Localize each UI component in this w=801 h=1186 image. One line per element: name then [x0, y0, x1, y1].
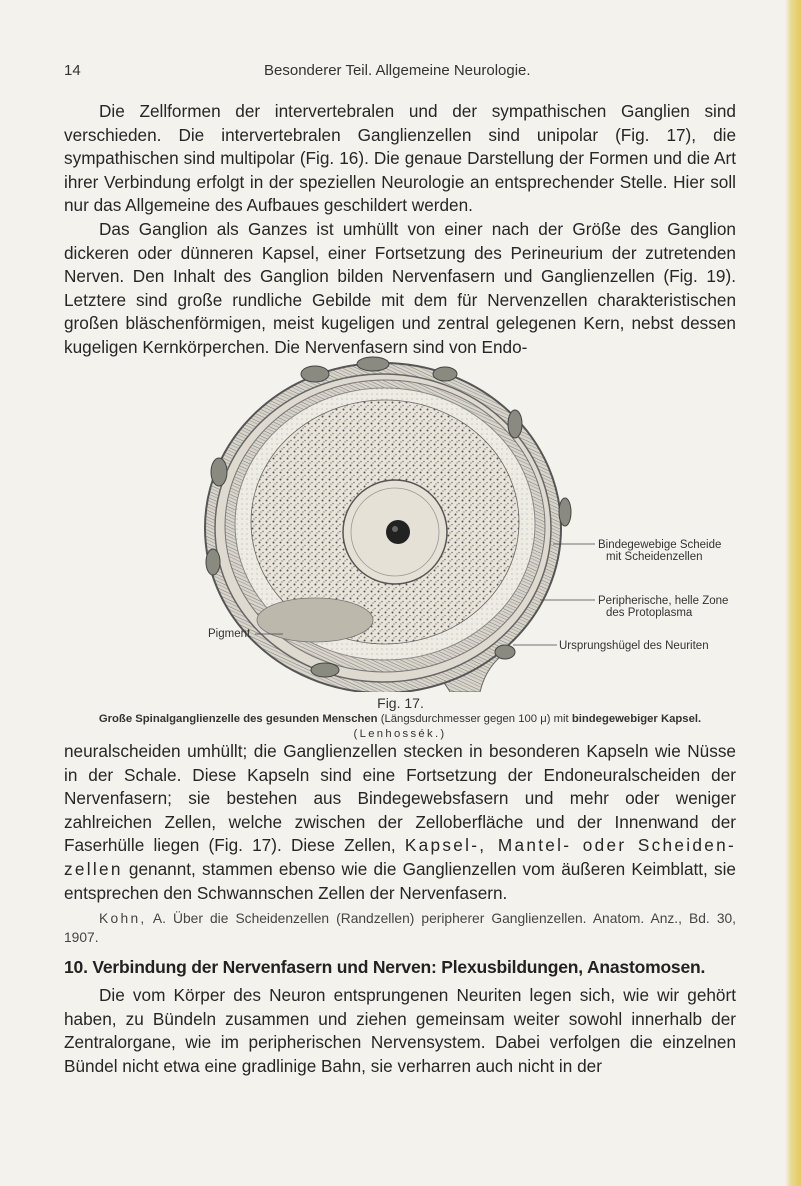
figure-caption: Große Spinalganglienzelle des gesunden Menschen (Längsdurchmesser gegen 100 μ) mit bindegewebiger Kapsel. (Lenhossék.)	[98, 713, 702, 740]
page-edge	[785, 0, 801, 1186]
paragraph-neurites: Die vom Körper des Neuron entsprungenen Neuriten legen sich, wie wir gehört haben, zu Bündeln zusammen und ziehen gemeinsam weiter sowohl innerhalb der Zentralorgane, wie im peripherischen Nervensystem. Dabei verfolgen die einzelnen Bündel nicht etwa eine gradlinige Bahn, sie verharren auch nicht in der	[64, 985, 736, 1076]
pigment-region	[257, 598, 373, 642]
paragraph-cell-forms	[64, 100, 736, 360]
paragraph-2-text: Das Ganglion als Ganzes ist umhüllt von einer nach der Größe des Ganglion dickeren oder dünneren Kapsel, einer Fortsetzung des Perineurium der zutretenden Nerven. Den Inhalt des Ganglion bilden Nervenfasern und Ganglienzellen (Fig. 19). Letztere sind große rundliche Gebilde mit dem für Nervenzellen charakteristischen großen bläschenförmigen, meist kugeligen und zentral gelegenen Kern, nebst dessen kugeligen Kernkörperchen. Die Nervenfasern sind von Endo-	[64, 218, 736, 357]
running-title: Besonderer Teil. Allgemeine Neurologie.	[264, 62, 531, 79]
label-capsule: Bindegewebige Scheide mit Scheidenzellen	[598, 539, 722, 563]
capsule-cells-term: Kapsel-, Mantel- oder Scheiden-zellen	[64, 835, 736, 879]
paragraph-1-text: Die Zellformen der intervertebralen und der sympathischen Ganglien sind verschieden. Die intervertebralen Ganglienzellen sind unipolar (Fig. 17), die sympathischen sind multipolar (Fig. 16). Die genaue Darstellung der Formen und die Art ihrer Verbindung erfolgt in der speziellen Neurologie an entsprechender Stelle. Hier soll nur das Allgemeine des Aufbaues geschildert werden.	[64, 101, 736, 216]
reference: Kohn, A. Über die Scheidenzellen (Randzellen) peripherer Ganglienzellen. Anatom. Anz., Bd. 30, 1907.	[64, 911, 737, 945]
label-hillock: Ursprungshügel des Neuriten	[559, 640, 709, 652]
running-header	[64, 62, 734, 84]
label-clear-zone: Peripherische, helle Zone des Protoplasma	[598, 595, 729, 619]
figure-number: Fig. 17.	[377, 695, 424, 711]
label-pigment: Pigment	[208, 628, 251, 640]
paragraph-capsules: neuralscheiden umhüllt; die Ganglienzellen stecken in besonderen Kapseln wie Nüsse in der Schale. Diese Kapseln sind eine Fortsetzung der Endoneuralscheiden der Nervenfasern; sie bestehen aus Bindegewebsfasern und mehr oder weniger zahlreichen Zellen, welche zwischen der Zelloberfläche und der Innenwand der Faserhülle liegen (Fig. 17). Diese Zellen, Kapsel-, Mantel- oder Scheiden-zellen genannt, stammen ebenso wie die Ganglienzellen vom äußeren Keimblatt, sie entsprechen den Schwannschen Zellen der Nervenfasern.	[64, 741, 736, 903]
section-heading: 10. Verbindung der Nervenfasern und Nerven: Plexusbildungen, Anastomosen.	[64, 957, 706, 977]
page-number: 14	[64, 62, 81, 79]
nucleolus	[386, 520, 410, 544]
